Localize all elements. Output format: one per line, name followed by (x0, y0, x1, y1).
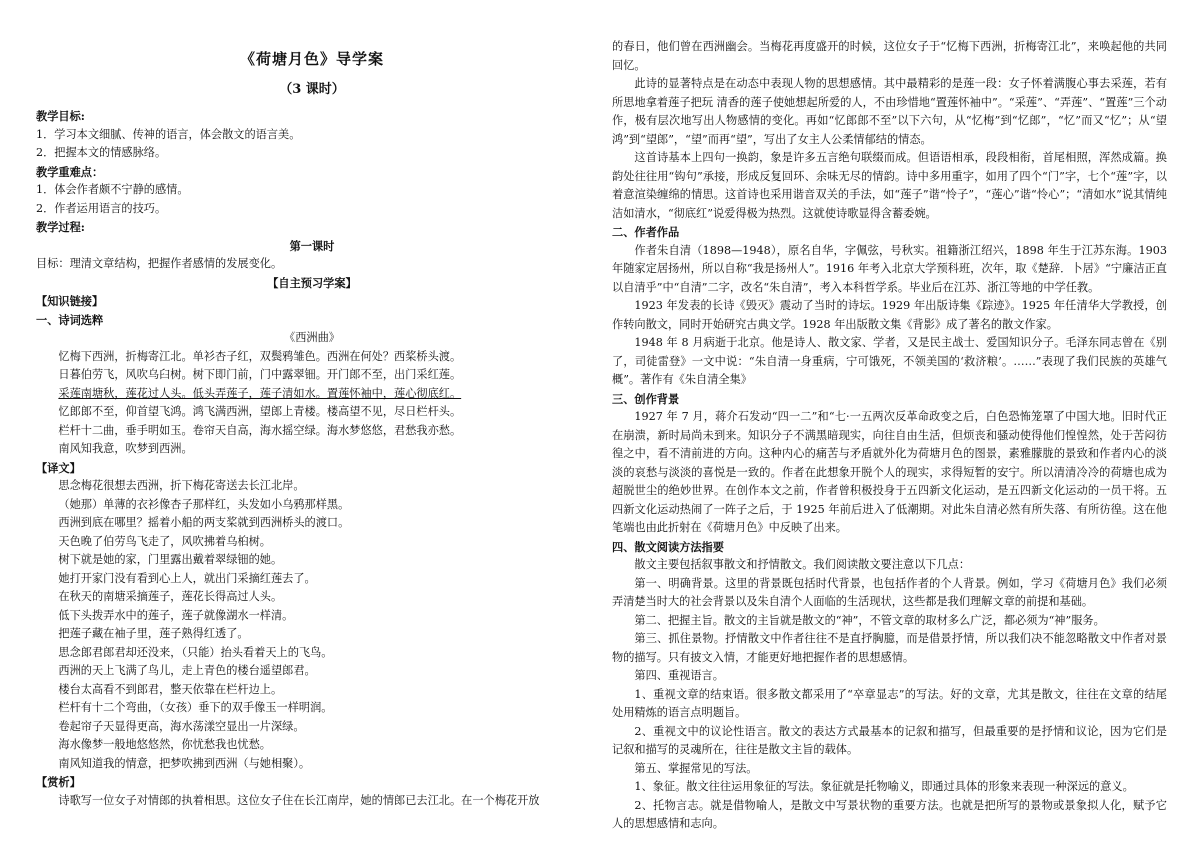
paragraph: 散文主要包括叙事散文和抒情散文。我们阅读散文要注意以下几点： (634, 558, 971, 571)
translation-line: 树下就是她的家，门里露出戴着翠绿钿的她。 (58, 553, 283, 566)
paragraph: 2、重视文中的议论性语言。散文的表达方式最基本的记叙和描写，但最重要的是抒情和议论，因为它们是记叙和描写的灵魂所在，往往是散文主旨的载体。 (612, 724, 1167, 756)
translation-line: 卷起帘子天显得更高，海水荡漾空显出一片深绿。 (58, 719, 305, 733)
paragraph: 作者朱自清（1898—1948），原名自华，字佩弦，号秋实。祖籍浙江绍兴，1898 年生于江苏东海。1903 年随家定居扬州，所以自称“我是扬州人”。1916 年考入北京大学预科班，次年，取《楚辞．卜居》“宁廉洁正直以自清乎”中“自清”二字，改名“朱自清”，考入本科哲学系。毕业后在江苏、浙江等地的中学任教。 (612, 243, 1167, 294)
poem-section-heading: 一、诗词选粹 (36, 312, 104, 327)
translation-line: 栏杆有十二个弯曲，（女孩）垂下的双手像玉一样明润。 (58, 701, 333, 714)
paragraph: 这首诗基本上四句一换韵，象是许多五言绝句联缀而成。但语语相承，段段相衔，首尾相照，浑然成篇。换韵处往往用“钩句”承接，形成反复回环、余味无尽的情韵。诗中多用重字，如用了四个“门”字，七个“莲”字，以着意渲染缠绵的情思。这首诗也采用谐音双关的手法，如“莲子”谐“怜子”，“莲心”谐“怜心”；“清如水”说其情纯洁如清水，“彻底红”说爱得极为热烈。这就使诗歌显得含蓄委婉。 (612, 151, 1167, 220)
translation-line: 西洲到底在哪里？摇着小船的两支桨就到西洲桥头的渡口。 (58, 516, 350, 529)
translation-line: （她那）单薄的衣衫像杏子那样红，头发如小乌鸦那样黑。 (58, 497, 350, 511)
right-column (612, 38, 1167, 834)
translation-line: 思念梅花很想去西洲，折下梅花寄送去长江北岸。 (58, 479, 305, 492)
paragraph: 1923 年发表的长诗《毁灭》震动了当时的诗坛。1929 年出版诗集《踪迹》。1925 年任清华大学教授，创作转向散文，同时开始研究古典文学。1928 年出版散文集《背影》成了著名的散文作家。 (612, 299, 1167, 331)
translation-line: 低下头拨弄水中的莲子，莲子就像湖水一样清。 (58, 608, 294, 622)
key-item: 2．作者运用语言的技巧。 (36, 201, 167, 215)
paragraph: 第四、重视语言。 (634, 669, 724, 682)
section-heading-author: 二、作者作品 (612, 225, 680, 239)
paragraph: 1、重视文章的结束语。很多散文都采用了“卒章显志”的写法。好的文章，尤其是散文，往往在文章的结尾处用精炼的语言点明题旨。 (612, 687, 1167, 719)
translation-line: 在秋天的南塘采摘莲子，莲花长得高过人头。 (58, 590, 283, 603)
paragraph: 第三、抓住景物。抒情散文中作者往往不是直抒胸臆，而是借景抒情，所以我们决不能忽略散文中作者对景物的描写。只有披文入情，才能更好地把握作者的思想感情。 (612, 632, 1167, 664)
paragraph: 此诗的显著特点是在动态中表现人物的思想感情。其中最精彩的是莲一段：女子怀着满腹心事去采莲，若有所思地拿着莲子把玩 清香的莲子使她想起所爱的人，不由珍惜地“置莲怀袖中”。“采莲”、“弄莲”、“置莲”三个动作，极有层次地写出人物感情的变化。再如“忆郎郎不至”以下六句，从“忆梅”到“忆郎”，“忆”而又“忆”；从“望鸿”到“望郎”，“望”而再“望”，写出了女主人公柔情郁结的情态。 (612, 77, 1167, 146)
translation-line: 海水像梦一般地悠悠然，你忧愁我也忧愁。 (58, 738, 271, 751)
paragraph: 1、象征。散文往往运用象征的写法。象征就是托物喻义，即通过具体的形象来表现一种深远的意义。 (634, 780, 1134, 793)
preview-heading: 【自主预习学案】 (267, 275, 357, 290)
goal-item: 2．把握本文的情感脉络。 (36, 146, 167, 159)
translation-line: 楼台太高看不到郎君，整天依靠在栏杆边上。 (58, 682, 283, 696)
translation-heading: 【译文】 (36, 460, 81, 475)
lesson-heading: 第一课时 (289, 238, 335, 253)
poem-line: 栏杆十二曲，垂手明如玉。卷帘天自高，海水摇空绿。海水梦悠悠，君愁我亦愁。 (58, 423, 462, 437)
appreciation-heading: 【赏析】 (36, 775, 81, 789)
appreciation-text: 诗歌写一位女子对情郎的执着相思。这位女子住在长江南岸，她的情郎已去江北。在一个梅花开放 (58, 793, 540, 807)
translation-line: 她打开家门没有看到心上人，就出门采摘红莲去了。 (58, 571, 316, 585)
poem-line: 忆郎郎不至，仰首望飞鸿。鸿飞满西洲，望郎上青楼。楼高望不见，尽日栏杆头。 (58, 405, 462, 418)
translation-line: 天色晚了伯劳鸟飞走了，风吹拂着乌桕树。 (58, 534, 271, 548)
keys-heading: 教学重难点： (36, 164, 104, 179)
poem-line: 采莲南塘秋，莲花过人头。低头弄莲子，莲子清如水。置莲怀袖中，莲心彻底红。 (58, 386, 462, 400)
process-heading: 教学过程: (36, 220, 85, 234)
poem-line: 忆梅下西洲，折梅寄江北。单衫杏子红，双鬓鸦雏色。西洲在何处？西桨桥头渡。 (58, 349, 462, 363)
knowledge-heading: 【知识链接】 (36, 294, 104, 308)
poem-line: 日暮伯劳飞，风吹乌臼树。树下即门前，门中露翠钿。开门郎不至，出门采红莲。 (58, 368, 462, 381)
goal-item: 1．学习本文细腻、传神的语言，体会散文的语言美。 (36, 127, 301, 141)
translation-line: 西洲的天上飞满了鸟儿，走上青色的楼台遥望郎君。 (58, 664, 316, 677)
paragraph: 2、托物言志。就是借物喻人，是散文中写景状物的重要方法。也就是把所写的景物或景象拟人化，赋予它人的思想感情和志向。 (612, 798, 1167, 830)
translation-line: 思念郎君郎君却还没来，（只能）抬头看着天上的飞鸟。 (58, 645, 333, 659)
key-item: 1．体会作者颇不宁静的感情。 (36, 183, 189, 196)
section-heading-background: 三、创作背景 (612, 391, 680, 406)
poem-title: 《西洲曲》 (284, 331, 340, 344)
translation-line: 把莲子藏在袖子里，莲子熟得红透了。 (58, 627, 249, 640)
paragraph: 第一、明确背景。这里的背景既包括时代背景，也包括作者的个人背景。例如，学习《荷塘月色》我们必须弄清楚当时大的社会背景以及朱自清个人面临的生活现状，这些都是我们理解文章的前提和基础。 (612, 576, 1167, 608)
lesson-goal: 目标：理清文章结构，把握作者感情的发展变化。 (36, 257, 283, 270)
poem-line: 南风知我意，吹梦到西洲。 (58, 442, 193, 455)
paragraph: 的春日，他们曾在西洲幽会。当梅花再度盛开的时候，这位女子于“忆梅下西洲，折梅寄江北”，来唤起他的共同回忆。 (612, 40, 1167, 72)
goals-heading: 教学目标: (36, 109, 85, 123)
left-column (36, 40, 588, 810)
paragraph: 1927 年 7 月，蒋介石发动“四一二”和“七·一五两次反革命政变之后，白色恐怖笼罩了中国大地。旧时代正在崩溃，新时局尚未到来。知识分子不满黑暗现实，向往自由生活，但烦丧和骚动使得他们惶惶然，处于苦闷彷徨之中，看不清前进的方向。这种内心的痛苦与矛盾就外化为荷塘月色的图景，素雅朦胧的景致和作者内心的淡淡的哀愁与淡淡的喜悦是一致的。作者在此想象开脱个人的现实，求得短暂的安宁。所以清清冷冷的荷塘也成为超脱世尘的绝妙世界。在创作本文之前，作者曾积极投身于五四新文化运动，是五四新文化运动的一员干将。五四新文化运动热闹了一阵子之后，于 1925 年前后进入了低潮期。对此朱自清必然有所失落、有所彷徨。这在他笔端也由此折射在《荷塘月色》中反映了出来。 (612, 410, 1167, 534)
section-heading-method: 四、散文阅读方法指要 (612, 539, 724, 554)
paragraph: 第五、掌握常见的写法。 (634, 761, 758, 775)
document-title: 《荷塘月色》导学案 (239, 50, 384, 68)
paragraph: 第二、把握主旨。散文的主旨就是散文的“神”，不管文章的取材多么广泛，都必须为“神”服务。 (634, 613, 1105, 627)
translation-line: 南风知道我的情意，把梦吹拂到西洲（与她相聚）。 (58, 756, 311, 770)
document-subtitle: （3 课时） (279, 81, 345, 97)
paragraph: 1948 年 8 月病逝于北京。他是诗人、散文家、学者，又是民主战士、爱国知识分子。毛泽东同志曾在《别了，司徒雷登》一文中说：“朱自清一身重病，宁可饿死，不领美国的‘救济粮’。……”表现了我们民族的英雄气概”。著作有《朱自清全集》 (612, 336, 1167, 386)
